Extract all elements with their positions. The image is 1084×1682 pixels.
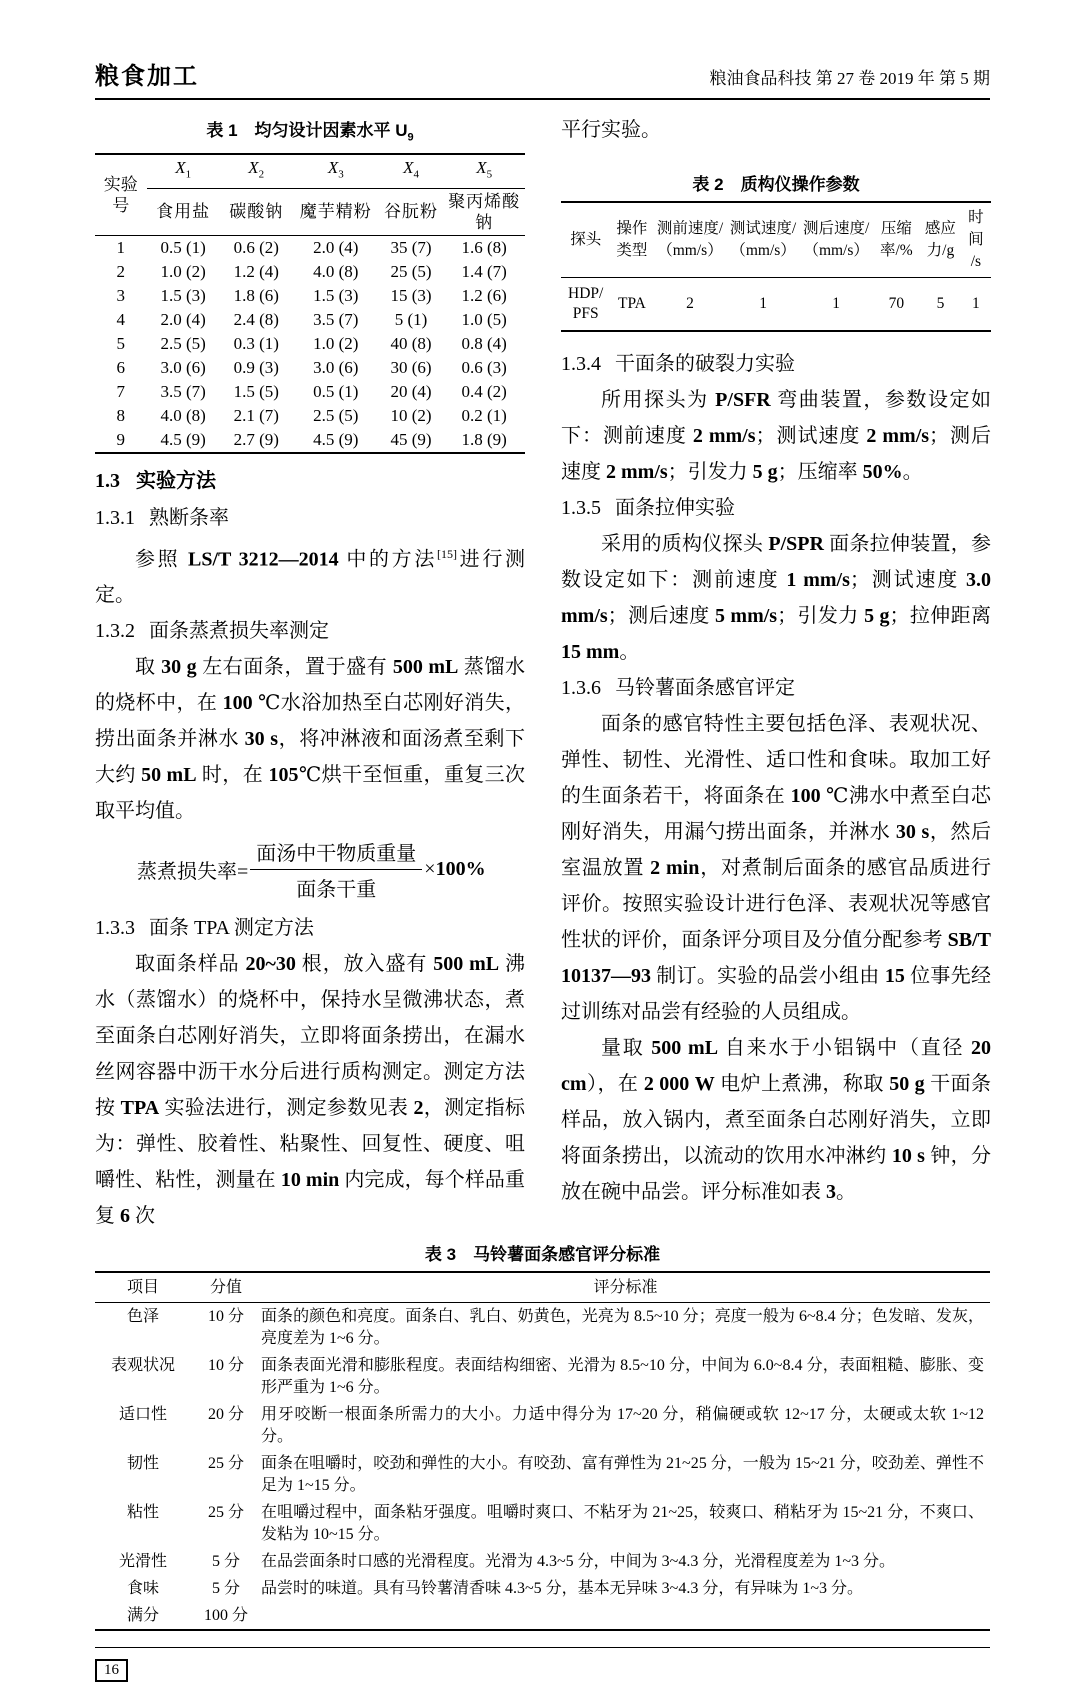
table1-row: 4 2.0 (4) 2.4 (8) 3.5 (7) 5 (1) 1.0 (5) [116,310,507,330]
table3-sensory-standard [95,1271,990,1631]
table1-header-x5: $X_5$ [443,154,525,188]
paragraph-1-3-6a: 面条的感官特性主要包括色泽、表观状况、弹性、韧性、光滑性、适口性和食味。取加工好的生面条若干，将面条在 100 ℃沸水中煮至白芯刚好消失，用漏勺捞出面条，并淋水 30 s，然后室温放置 2 min，对煮制后面条的感官品质进行评价。按照实验设计进行色泽、表观状况等感官性状的评价，面条评分项目及分值分配参考 SB/T 10137—93 制订。实验的品尝小组由 15 位事先经过训练对品尝有经验的人员组成。 [561,713,992,1023]
footer-rule [95,1647,990,1648]
table1-header-x3: $X_3$ [293,154,379,188]
page-number: 16 [95,1659,128,1682]
right-column [561,112,991,1234]
table1-factor-name: 食用盐 [147,188,220,235]
table2-caption: 表 2 质构仪操作参数 [692,175,860,194]
cooking-loss-formula: 蒸煮损失率= $\frac{\text{面汤中干物质重量}}{\text{面条干重}}$ ×100% [137,837,525,902]
table3-header-row: 项目 分值 评分标准 [95,1272,990,1303]
paragraph-1-3-6b: 量取 500 mL 自来水于小铝锅中（直径 20 cm），在 2 000 W 电炉上煮沸，称取 50 g 干面条样品，放入锅内，煮至面条白芯刚好消失，立即将面条捞出，以流动的饮用水冲淋约 10 s 钟，分放在碗中品尝。评分标准如表 3。 [561,1037,992,1203]
table3-row: 韧性 25 分 面条在咀嚼时，咬劲和弹性的大小。有咬劲、富有弹性为 21~25 分，一般为 15~21 分，咬劲差、弹性不足为 1~15 分。 [126,1455,984,1495]
paragraph-1-3-3-continued: 平行实验。 [561,119,661,141]
table1-expno-header: 实验 号 [95,154,147,235]
table1-row: 1 0.5 (1) 0.6 (2) 2.0 (4) 35 (7) 1.6 (8) [116,238,507,258]
paragraph-1-3-5: 采用的质构仪探头 P/SPR 面条拉伸装置，参数设定如下：测前速度 1 mm/s；测试速度 3.0 mm/s；测后速度 5 mm/s；引发力 5 g；拉伸距离 15 mm。 [561,533,992,663]
paragraph-1-3-2: 取 30 g 左右面条，置于盛有 500 mL 蒸馏水的烧杯中，在 100 ℃水浴加热至白芯刚好消失，捞出面条并淋水 30 s，将冲淋液和面汤煮至剩下大约 50 mL 时，在 105℃烘干至恒重，重复三次取平均值。 [95,656,526,823]
table1-factor-name-row [95,188,525,235]
table1-uniform-design [95,153,525,453]
table3-row: 表观状况 10 分 面条表面光滑和膨胀程度。表面结构细密、光滑为 8.5~10 分，中间为 6.0~8.4 分，表面粗糙、膨胀、变形严重为 1~6 分。 [110,1357,984,1397]
journal-issue-info: 粮油食品科技 第 27 卷 2019 年 第 5 期 [709,69,990,88]
paragraph-1-3-4: 所用探头为 P/SFR 弯曲装置，参数设定如下：测前速度 2 mm/s；测试速度 2 mm/s；测后速度 2 mm/s；引发力 5 g；压缩率 50%。 [561,389,992,483]
paragraph-1-3-3: 取面条样品 20~30 根，放入盛有 500 mL 沸水（蒸馏水）的烧杯中，保持水呈微沸状态，煮至面条白芯刚好消失，立即将面条捞出，在漏水丝网容器中沥干水分后进行质构测定。测定方法按 TPA 实验法进行，测定参数见表 2，测定指标为：弹性、胶着性、粘聚性、回复性、硬度、咀嚼性、粘性，测量在 10 min 内完成，每个样品重复 6 次 [95,953,526,1228]
table2-texture-params [561,201,991,332]
heading-1-3-4: 1.3.4 干面条的破裂力实验 [561,353,795,375]
table1-row: 5 2.5 (5) 0.3 (1) 1.0 (2) 40 (8) 0.8 (4) [116,334,507,354]
table1-header-x4: $X_4$ [379,154,444,188]
formula-numerator: 面汤中干物质重量 [250,837,422,870]
table1-row: 3 1.5 (3) 1.8 (6) 1.5 (3) 15 (3) 1.2 (6) [116,286,507,306]
table1-factor-name: 魔芋精粉 [293,188,379,235]
heading-1-3-6: 1.3.6 马铃薯面条感官评定 [561,677,795,699]
table2-header-row: 探头 操作 类型 测前速度/ （mm/s） 测试速度/ （mm/s） 测后速度/ （mm/s） 压缩 率/% 感应 力/g 时间 /s [561,202,991,278]
table3-row: 光滑性 5 分 在品尝面条时口感的光滑程度。光滑为 4.3~5 分，中间为 3~4.3 分，光滑程度差为 1~3 分。 [118,1553,895,1571]
table3-row: 适口性 20 分 用牙咬断一根面条所需力的大小。力适中得分为 17~20 分，稍偏硬或软 12~17 分，太硬或太软 1~12 分。 [118,1406,984,1446]
heading-1-3-3: 1.3.3 面条 TPA 测定方法 [95,917,314,940]
heading-1-3-5: 1.3.5 面条拉伸实验 [561,497,735,519]
table3-row: 食味 5 分 品尝时的味道。具有马铃薯清香味 4.3~5 分，基本无异味 3~4.3 分，有异味为 1~3 分。 [126,1580,863,1598]
two-column-body [95,112,990,1234]
heading-1-3: 1.3 实验方法 [95,469,216,492]
left-column [95,112,525,1234]
table1-factor-symbol-row [95,154,525,188]
journal-section-title: 粮食加工 [95,63,199,90]
table3-row: 色泽 10 分 面条的颜色和亮度。面条白、乳白、奶黄色，光亮为 8.5~10 分；亮度一般为 6~8.4 分；色发暗、发灰，亮度差为 1~6 分。 [126,1308,984,1348]
heading-1-3-1: 1.3.1 熟断条率 [95,506,229,529]
table1-row: 6 3.0 (6) 0.9 (3) 3.0 (6) 30 (6) 0.6 (3) [116,358,507,378]
table1-row: 8 4.0 (8) 2.1 (7) 2.5 (5) 10 (2) 0.2 (1) [116,406,507,426]
table3-row: 满分 100 分 [126,1607,248,1625]
table1-factor-name: 聚丙烯酸钠 [443,188,525,235]
table1-row: 7 3.5 (7) 1.5 (5) 0.5 (1) 20 (4) 0.4 (2) [116,382,507,402]
formula-denominator: 面条干重 [296,879,377,902]
page-header [95,56,990,100]
table1-row: 2 1.0 (2) 1.2 (4) 4.0 (8) 25 (5) 1.4 (7) [116,262,507,282]
table2-data-row: HDP/ PFS TPA 2 1 1 70 5 1 [561,278,991,332]
table2-header-probe: 探头 [561,202,610,278]
table1-factor-name: 谷朊粉 [379,188,444,235]
table1-header-x2: $X_2$ [220,154,293,188]
table1-caption: 表 1 均匀设计因素水平 $U_9$ [206,121,414,144]
heading-1-3-2: 1.3.2 面条蒸煮损失率测定 [95,620,329,643]
table3-row: 粘性 25 分 在咀嚼过程中，面条粘牙强度。咀嚼时爽口、不粘牙为 21~25，较爽口、稍粘牙为 15~21 分，不爽口、发粘为 10~15 分。 [126,1504,984,1544]
table1-header-x1: $X_1$ [147,154,220,188]
paragraph-1-3-1: 参照 LS/T 3212—2014 中的方法[15]进行测定。 [95,546,526,607]
formula-fraction [250,837,422,902]
table3-caption: 表 3 马铃薯面条感官评分标准 [424,1245,661,1265]
table3-block [95,1244,990,1631]
table1-row: 9 4.5 (9) 2.7 (9) 4.5 (9) 45 (9) 1.8 (9) [116,430,507,450]
table2-probe-cell: HDP/ PFS [568,285,604,322]
citation-ref: [15] [437,546,458,561]
table1-factor-name: 碳酸钠 [220,188,293,235]
